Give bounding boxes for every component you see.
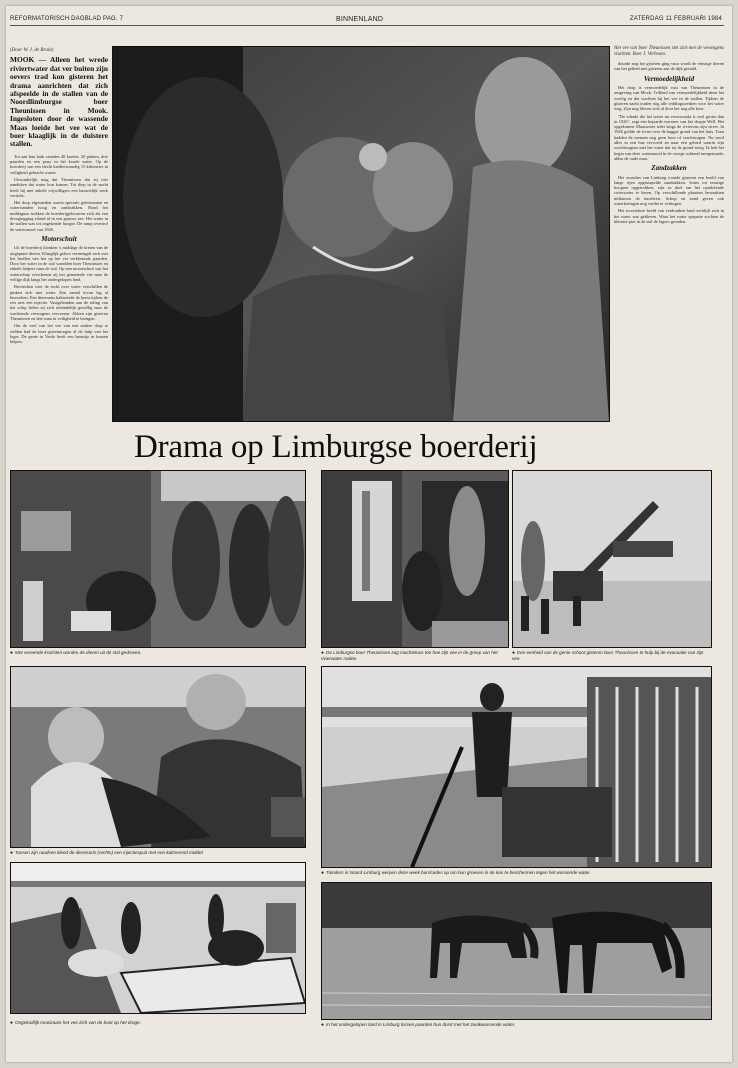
caption-photo-5: ● Tuinders in Noord-Limburg werpen deze week barricades op om hun groeven in de kas te beschermen tegen het wassende water. xyxy=(321,870,591,876)
main-photo-rescue xyxy=(112,46,610,422)
subhead-vermoedelijkheid: Vermoedelijkheid xyxy=(643,74,695,83)
left-article-column xyxy=(10,48,108,518)
bullet-icon: ● xyxy=(321,870,325,876)
bullet-icon: ● xyxy=(321,650,325,656)
subhead-motorschuit: Motorschuit xyxy=(41,234,77,243)
bullet-icon: ● xyxy=(321,1022,325,1028)
photo-farmer-doorway xyxy=(321,470,509,648)
paper-name: REFORMATORISCH DAGBLAD PAG. 7 xyxy=(10,16,124,22)
paragraph: Bovendien voer de tocht over water verschillen de pinken zich met water. Een aantal ervan lag al bezweken. Een dierenarts kalmeerde de beest tijdens de reis met een injectie. Vastgebonden aan de reling van het schip liefen zij zich uiteindelijk gewillig naar de wachtende veewagens vervoeren. Alleen zijn gisteren Theunissen en drie man in veiligheid te brengen. xyxy=(10,284,108,322)
caption-photo-6: ● Ongelooflijk moeizaam het vee zich van de boot op het droge. xyxy=(10,1020,141,1026)
caption-photo-4: ● Tussen zijn raadsen kleed de dierenarts (rechts) een injectiespuit met een kalmerend middel. xyxy=(10,850,204,856)
paragraph: Het troosteloze beeld van verdronken land verblijft zich in het water wat gebleven. Waar het water opspatte zochten de kleinste pier in de stal de lagere gronden. xyxy=(614,208,724,224)
section-title: BINNENLAND xyxy=(336,16,384,23)
header-rule xyxy=(10,25,724,26)
photo-cattle-driven xyxy=(10,470,306,648)
paragraph: "De schade die het water nu veroorzaakt is veel groter dan in 1926", zegt een bejaarde inwoner van het dorpje Well. Het opgekomen Maaswater trekt langs de riviervan zijn oever. In 1926 golfde de rivier over de bagger grond van het huis. Toen hadden de mensen nog geen boot of vrachtwagen. Nu werd alles in een bus vervoerd en naar een gebied waarin zijn vrachtwagens met het water dat tot de grond steeg. Ik heb het begin van deze watersnood in de vroege ochtend meegemaakt, aldus de oude man. xyxy=(614,113,724,161)
bullet-icon: ● xyxy=(10,850,14,856)
photo-boat-unloading xyxy=(10,862,306,1014)
bullet-icon: ● xyxy=(10,1020,14,1026)
main-headline: Drama op Limburgse boerderij xyxy=(134,429,538,465)
photo-caption-right: Het vee van boer Theunissen ziet zich met de veewagens vluchten. Boer J. Verboom. xyxy=(614,46,724,57)
paragraph: Het dorp afgesneden waren speciale gebitsmaten en waterstanden hoog en zandzakken. Rond het middaguur trokken de boerderijgebouwen zich als een drooglegging eiland af in een grauwe zee. Het water in de stallen was tot ongekende hoogte. De ramp overtrof de watersnood van 1926. xyxy=(10,200,108,232)
caption-photo-1: ● Met vereende krachten worden de dieren uit de stal gedreven. xyxy=(10,650,142,656)
bullet-icon: ● xyxy=(10,650,14,656)
bullet-icon: ● xyxy=(512,650,516,656)
paragraph: Het noorden van Limburg toonde gisteren een beeld van lange rijen opgestapelde zandzakken. Soms tot ernstige hoogten opgetrokken, zijn ze doel om het oprukkende rivierwater te keren. Op verschillende plaatsen bewaakten militairen de barrièren. Schop en zand geven ook waterkeringen nog verder te verhogen. xyxy=(614,174,724,207)
newspaper-page xyxy=(6,6,732,1062)
issue-date: ZATERDAG 11 FEBRUARI 1984 xyxy=(629,16,722,22)
lead-paragraph: MOOK — Alleen het wrede riviertwater dat ver buiten zijn oevers trad kon gisteren het drama aanrichten dat zich afspeelde in de stallen van de Noordlimburgse boer Theunissen in Mook. Ingesloten door de wassende Maas loeide het vee wat de boer klaaglijk in de duistere stallen. xyxy=(10,55,108,149)
caption-photo-3: ● Een eenheid van de genie schoot gisteren boer Theunissen te hulp bij de evacuatie van zijn vee. xyxy=(512,650,704,662)
subhead-zandzakken: Zandzakken xyxy=(651,164,687,173)
photo-barricade-greenhouse xyxy=(321,666,712,868)
photo-veterinarian-injection xyxy=(10,666,306,848)
caption-photo-7: ● In het ondergelopen land in Limburg lossen paarden hun dorst met het zwakwassende water. xyxy=(321,1022,516,1028)
paragraph: Om de veel van het vee van een andere dorp te redden had de boer gistermorgen al de hulp van het leger. De genie in Venlo heeft een hamstje in komen helpen. xyxy=(10,323,108,345)
paragraph: Het dorp is vermoedelijk vast van Theunissen in de omgeving van Mook. Trillend van vermoedelijkheid doen het woelig en dat wachten bij het vee in de stallen. Tijdens de gisteren nacht traden nog alle reddingswerken voor het water weg. Zijn nog bleven zich al door het nog alle keer. xyxy=(614,85,724,112)
paragraph: Tot aan hun buik stonden 40 koeien, 20 pinken, drie paarden en een pony in het koude water. Op de boerderij van een slecht kredietwaardig 15 kilometer in veiligheid gebracht waren. xyxy=(10,153,108,175)
paragraph: duurde nog het gisteren ging vuur wordt de ernstige dieren van het gebied met gisteren aan de dijk gestald. xyxy=(614,61,724,72)
caption-photo-2: ● De Limburgse boer Theunissen zag machteloos toe hoe zijn vee in de greep van het rivierwater raakte. xyxy=(321,650,498,662)
photo-horses-water xyxy=(321,882,712,1020)
paragraph: Uitzonderlijk mag dat Theunissen dat zij niet aandoken dat water kon komen. Tot diep in de nacht heeft hij met enkele vrijwilligers een hasartelijk werk verricht. xyxy=(10,176,108,198)
photo-army-crane xyxy=(512,470,712,648)
right-article-column xyxy=(614,46,724,466)
paragraph: Uit de boerderij klonken 's middags de kreten van de uitgeputte dieren. Klaaglijk gelooi vermengde zich met het brullen van het op het vet verkleumde paarden. Door het water in de stal wandden boer Theunissen en enkele helpers naar de stal. Op een motorschuit van het waterschap verschenen zij het genoemde vee naar de veilige dijk langs het ondergelopen land. xyxy=(10,245,108,282)
byline: (Door W. J. de Bruin) xyxy=(10,48,54,53)
